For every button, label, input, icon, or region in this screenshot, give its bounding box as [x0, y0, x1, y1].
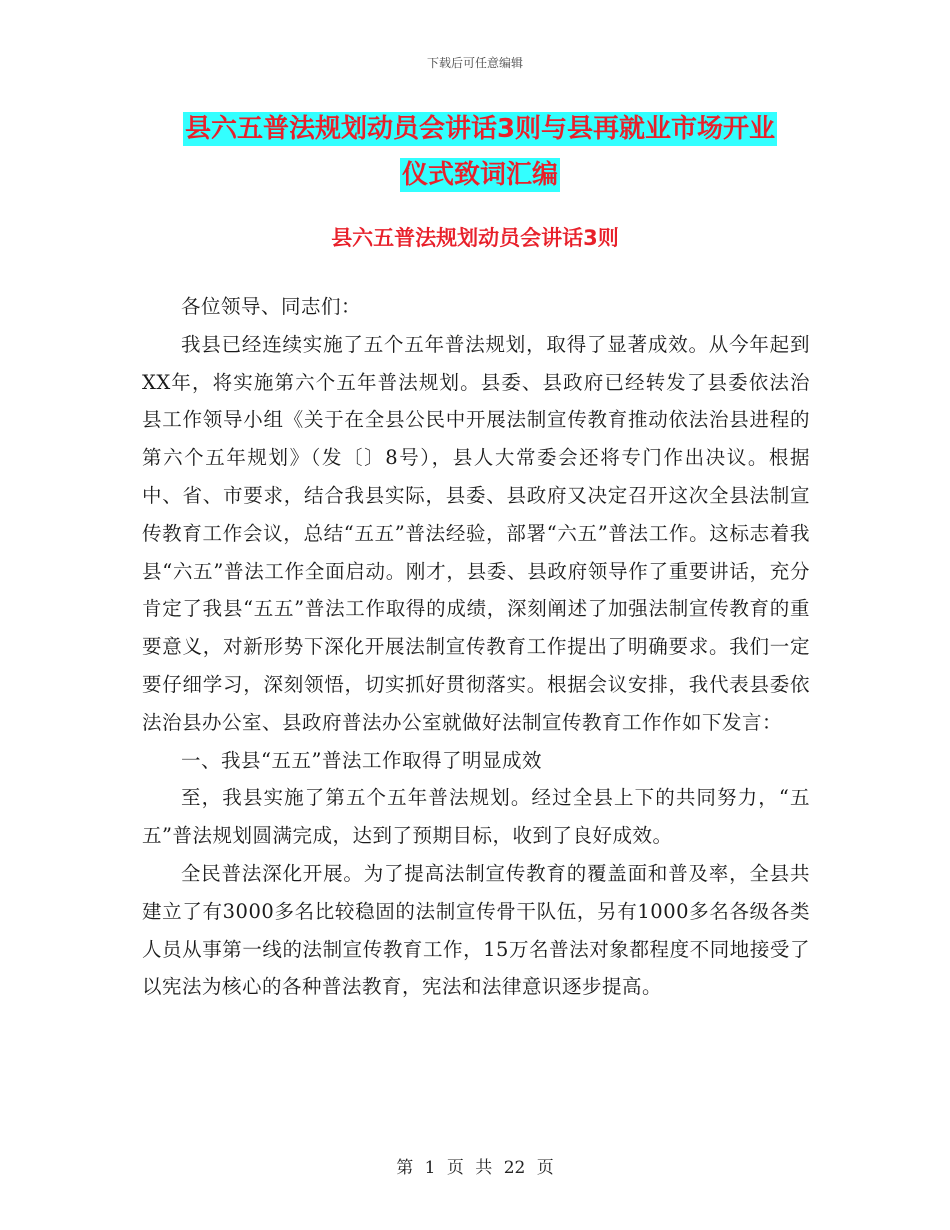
heading-paragraph: 一、我县“五五”普法工作取得了明显成效: [181, 748, 542, 772]
document-title: [140, 106, 820, 198]
detail-paragraph: 全民普法深化开展。为了提高法制宣传教育的覆盖面和普及率，全县共建立了有3000多名比较稳固的法制宣传骨干队伍，另有1000多名各级各类人员从事第一线的法制宣传教育工作，15万名普法对象都程度不同地接受了以宪法为核心的各种普法教育，宪法和法律意识逐步提高。: [142, 861, 810, 999]
salutation-paragraph: 各位领导、同志们：: [181, 295, 362, 318]
page-footer: 第 1 页 共 22 页: [396, 1158, 554, 1178]
document-title-line1: 县六五普法规划动员会讲话3则与县再就业市场开业: [184, 114, 776, 144]
summary-paragraph: 至，我县实施了第五个五年普法规划。经过全县上下的共同努力，“五五”普法规划圆满完成，达到了预期目标，收到了良好成效。: [142, 786, 810, 848]
document-title-line2: 仪式致词汇编: [401, 160, 558, 190]
header-note: 下载后可任意编辑: [426, 56, 523, 70]
document-body: [142, 288, 810, 1006]
section-title: 县六五普法规划动员会讲话3则: [331, 226, 619, 250]
intro-paragraph: 我县已经连续实施了五个五年普法规划，取得了显著成效。从今年起到XX年，将实施第六个五年普法规划。县委、县政府已经转发了县委依法治县工作领导小组《关于在全县公民中开展法制宣传教育推动依法治县进程的第六个五年规划》（发〔〕8号），县人大常委会还将专门作出决议。根据中、省、市要求，结合我县实际，县委、县政府又决定召开这次全县法制宣传教育工作会议，总结“五五”普法经验，部署“六五”普法工作。这标志着我县“六五”普法工作全面启动。刚才，县委、县政府领导作了重要讲话，充分肯定了我县“五五”普法工作取得的成绩，深刻阐述了加强法制宣传教育的重要意义，对新形势下深化开展法制宣传教育工作提出了明确要求。我们一定要仔细学习，深刻领悟，切实抓好贯彻落实。根据会议安排，我代表县委依法治县办公室、县政府普法办公室就做好法制宣传教育工作作如下发言：: [142, 332, 810, 734]
